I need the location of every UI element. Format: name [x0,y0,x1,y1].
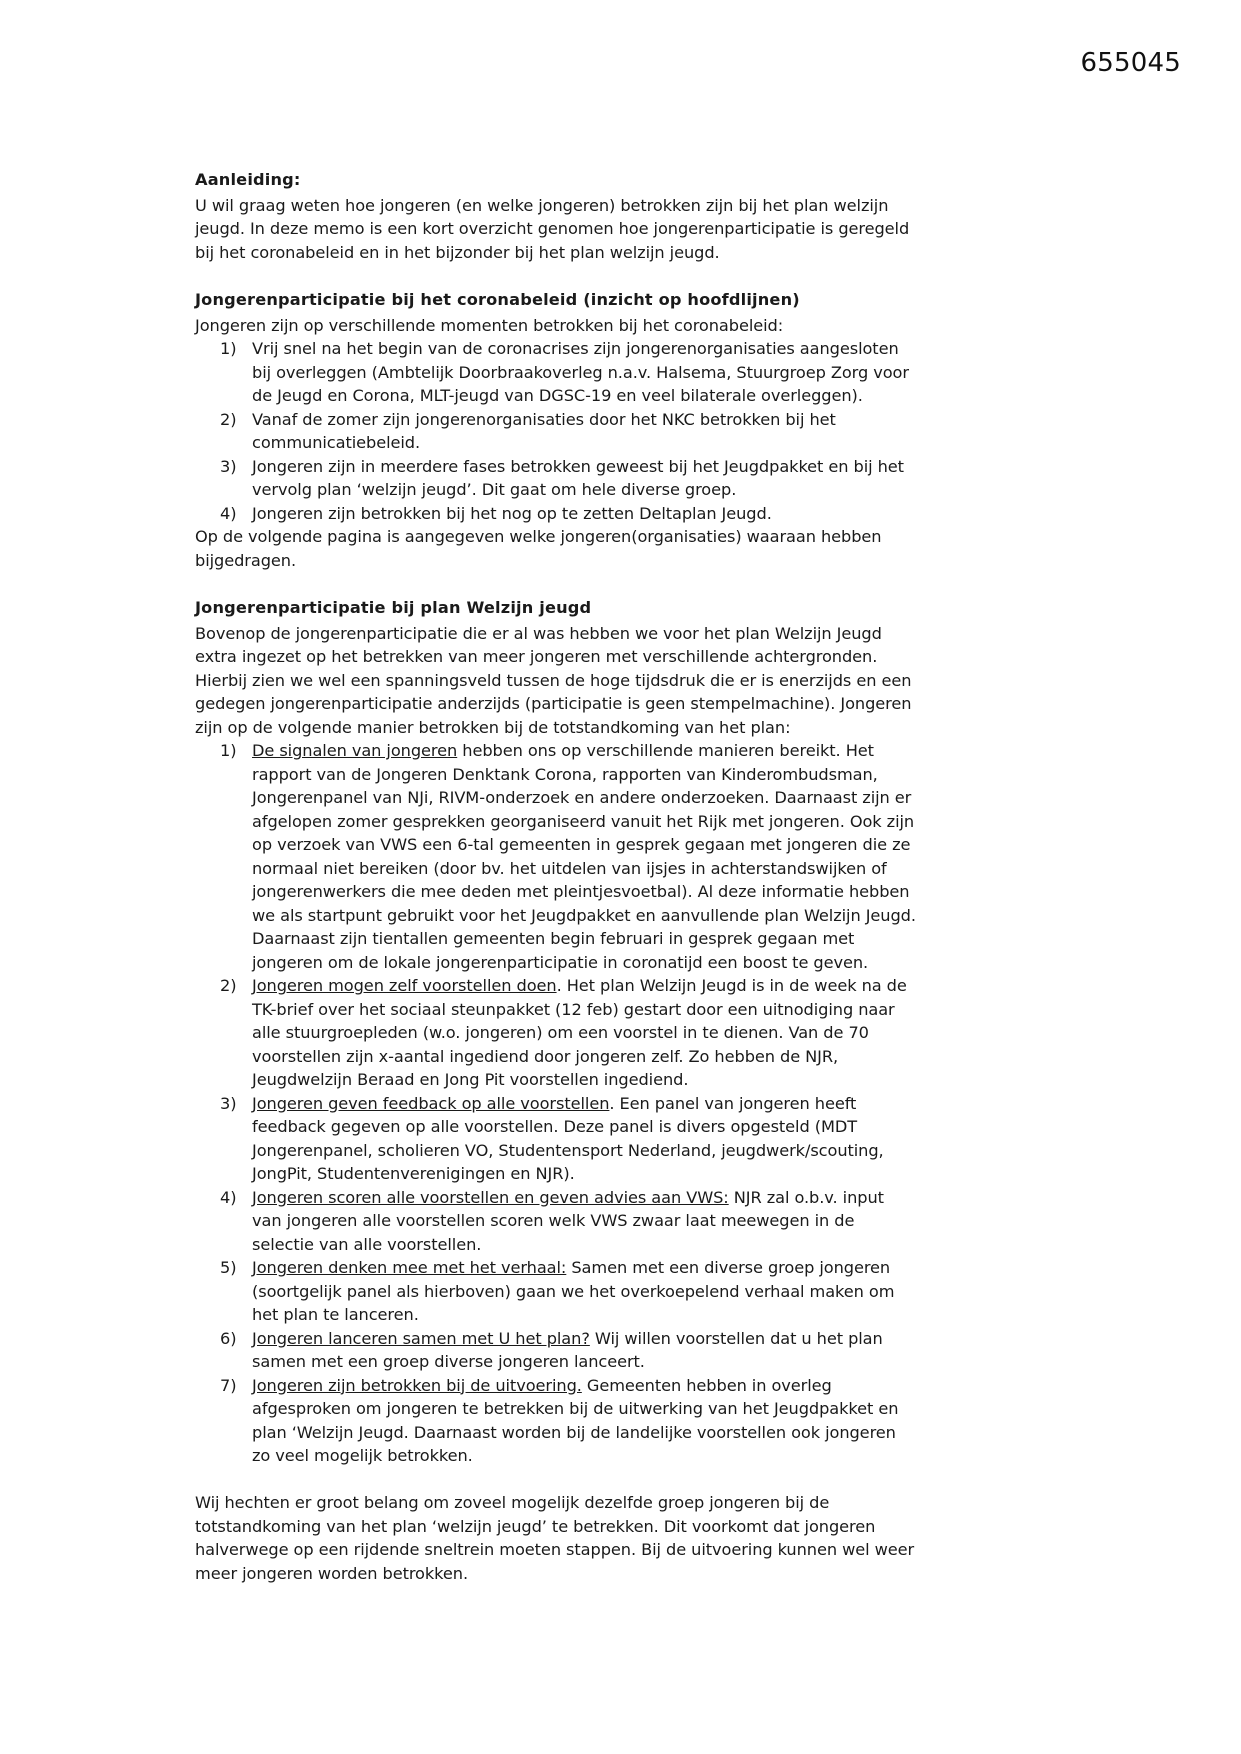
page-header-number: 655045 [1080,48,1181,78]
section-spacer [195,572,917,596]
list-item-lead: Jongeren lanceren samen met U het plan? [252,1328,590,1348]
section-intro-welzijn-jeugd: Bovenop de jongerenparticipatie die er al was hebben we voor het plan Welzijn Jeugd extra ingezet op het betrekken van meer jongeren met verschillende achtergronden. Hierbij zien we wel een spanningsveld tussen de hoge tijdsdruk die er is enerzijds en een gedegen jongerenparticipatie anderzijds (participatie is geen stempelmachine). Jongeren zijn op de volgende manier betrokken bij de totstandkoming van het plan: [195,623,912,737]
welzijn-jeugd-list [195,739,917,1468]
list-item [195,1186,917,1257]
list-item-text: hebben ons op verschillende manieren bereikt. Het rapport van de Jongeren Denktank Corona, rapporten van Kinderombudsman, Jongerenpanel van NJi, RIVM-onderzoek en andere onderzoeken. Daarnaast zijn er afgelopen zomer gesprekken georganiseerd vanuit het Rijk met jongeren. Ook zijn op verzoek van VWS een 6-tal gemeenten in gesprek gegaan met jongeren die ze normaal niet bereiken (door bv. het uitdelen van ijsjes in achterstandswijken of jongerenwerkers die mee deden met pleintjesvoetbal). Al deze informatie hebben we als startpunt gebruikt voor het Jeugdpakket en aanvullende plan Welzijn Jeugd. Daarnaast zijn tientallen gemeenten begin februari in gesprek gegaan met jongeren om de lokale jongerenparticipatie in coronatijd een boost te geven. [252,741,916,972]
document-body [195,168,917,1585]
section-coronabeleid [195,288,917,572]
list-marker: 7) [220,1375,237,1395]
list-marker: 4) [220,503,237,523]
list-item [195,1374,917,1468]
list-marker: 6) [220,1328,237,1348]
list-item-lead: Jongeren geven feedback op alle voorstellen [252,1093,610,1113]
section-heading-coronabeleid: Jongerenparticipatie bij het coronabeleid (inzicht op hoofdlijnen) [195,290,800,309]
coronabeleid-list [195,337,917,525]
section-outro-coronabeleid: Op de volgende pagina is aangegeven welke jongeren(organisaties) waaraan hebben bijgedragen. [195,527,882,570]
list-item-text: Gemeenten hebben in overleg afgesproken om jongeren te betrekken bij de uitwerking van het Jeugdpakket en plan ‘Welzijn Jeugd. Daarnaast worden bij de landelijke voorstellen ook jongeren zo veel mogelijk betrokken. [252,1375,899,1465]
list-item-lead: Jongeren mogen zelf voorstellen doen [252,976,557,995]
list-item-text: Wij willen voorstellen dat u het plan samen met een groep diverse jongeren lanceert. [252,1328,883,1371]
list-item [195,502,917,526]
section-spacer [195,264,917,288]
list-item-text: NJR zal o.b.v. input van jongeren alle voorstellen scoren welk VWS zwaar laat meewegen in de selectie van alle voorstellen. [252,1187,884,1254]
section-body-aanleiding: U wil graag weten hoe jongeren (en welke jongeren) betrokken zijn bij het plan welzijn jeugd. In deze memo is een kort overzicht genomen hoe jongerenparticipatie is geregeld bij het coronabeleid en in het bijzonder bij het plan welzijn jeugd. [195,195,910,262]
list-marker: 3) [220,1093,237,1113]
list-item-text: Vanaf de zomer zijn jongerenorganisaties door het NKC betrokken bij het communicatiebeleid. [252,409,836,452]
list-marker: 2) [220,409,237,429]
list-item-lead: De signalen van jongeren [252,741,458,760]
list-item-text: . Een panel van jongeren heeft feedback gegeven op alle voorstellen. Deze panel is divers opgesteld (MDT Jongerenpanel, scholieren VO, Studentensport Nederland, jeugdwerk/scouting, JongPit, Studentenverenigingen en NJR). [252,1093,884,1183]
list-marker: 3) [220,456,237,476]
list-item-text: Jongeren zijn in meerdere fases betrokken geweest bij het Jeugdpakket en bij het vervolg plan ‘welzijn jeugd’. Dit gaat om hele diverse groep. [252,456,904,499]
list-item [195,455,917,502]
list-item-text: Jongeren zijn betrokken bij het nog op te zetten Deltaplan Jeugd. [252,503,772,523]
list-item-text: Samen met een diverse groep jongeren (soortgelijk panel als hierboven) gaan we het overkoepelend verhaal maken om het plan te lanceren. [252,1258,895,1324]
list-marker: 1) [220,339,237,358]
section-heading-aanleiding: Aanleiding: [195,170,301,189]
list-item [195,974,917,1092]
list-item-lead: Jongeren denken mee met het verhaal: [252,1258,567,1277]
list-item [195,739,917,974]
list-item [195,1092,917,1186]
section-heading-welzijn-jeugd: Jongerenparticipatie bij plan Welzijn jeugd [195,598,592,617]
list-item [195,337,917,408]
list-item-text: Vrij snel na het begin van de coronacrises zijn jongerenorganisaties aangesloten bij overleggen (Ambtelijk Doorbraakoverleg n.a.v. Halsema, Stuurgroep Zorg voor de Jeugd en Corona, MLT-jeugd van DGSC-19 en veel bilaterale overleggen). [252,339,909,405]
list-item [195,1256,917,1327]
section-closing-welzijn-jeugd: Wij hechten er groot belang om zoveel mogelijk dezelfde groep jongeren bij de totstandkoming van het plan ‘welzijn jeugd’ te betrekken. Dit voorkomt dat jongeren halverwege op een rijdende sneltrein moeten stappen. Bij de uitvoering kunnen wel weer meer jongeren worden betrokken. [195,1493,915,1583]
list-marker: 1) [220,741,237,760]
list-item-lead: Jongeren scoren alle voorstellen en geven advies aan VWS: [252,1187,729,1207]
list-item [195,1327,917,1374]
list-item-lead: Jongeren zijn betrokken bij de uitvoering. [252,1375,582,1395]
list-marker: 4) [220,1187,237,1207]
section-intro-coronabeleid: Jongeren zijn op verschillende momenten betrokken bij het coronabeleid: [195,315,784,335]
section-welzijn-jeugd [195,596,917,1585]
list-marker: 2) [220,976,237,995]
list-marker: 5) [220,1258,237,1277]
section-aanleiding [195,168,917,264]
list-item-text: . Het plan Welzijn Jeugd is in de week na de TK-brief over het sociaal steunpakket (12 feb) gestart door een uitnodiging naar alle stuurgroepleden (w.o. jongeren) om een voorstel in te dienen. Van de 70 voorstellen zijn x-aantal ingediend door jongeren zelf. Zo hebben de NJR, Jeugdwelzijn Beraad en Jong Pit voorstellen ingediend. [252,976,907,1089]
paragraph-spacer [195,1468,917,1492]
list-item [195,408,917,455]
